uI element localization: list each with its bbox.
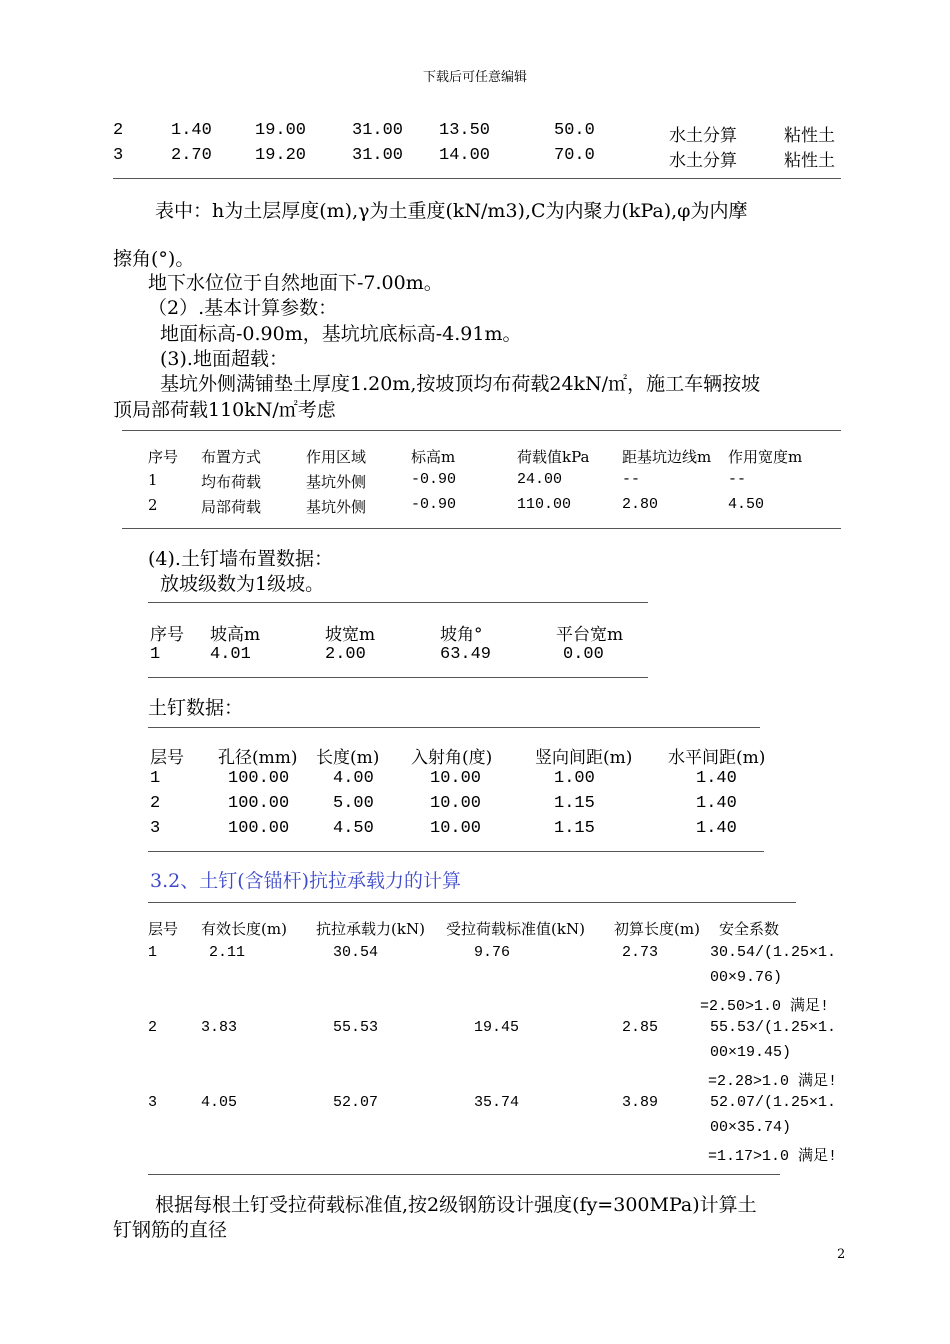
safety-factor: =2.28>1.0 满足! xyxy=(708,1073,838,1090)
safety-factor: 55.53/(1.25×1. xyxy=(710,1019,837,1036)
divider xyxy=(122,528,841,529)
column-header: 布置方式 xyxy=(201,448,262,466)
table-cell: 3.89 xyxy=(622,1094,659,1111)
table-cell: 19.45 xyxy=(474,1019,520,1036)
divider xyxy=(148,677,648,678)
table-cell: 35.74 xyxy=(474,1094,520,1111)
table-cell: 1.15 xyxy=(554,794,595,813)
table-cell: 局部荷载 xyxy=(201,498,262,516)
table-cell: 2.11 xyxy=(209,944,246,961)
table-cell: 0.00 xyxy=(563,645,604,664)
table-cell: -- xyxy=(728,471,747,488)
surcharge-text: 基坑外侧满铺垫土厚度1.20m,按坡顶均布荷载24kN/㎡，施工车辆按坡 xyxy=(160,373,761,395)
table-cell: 2.80 xyxy=(622,496,659,513)
column-header: 初算长度(m) xyxy=(614,920,700,938)
table-cell: 31.00 xyxy=(352,146,404,165)
column-header: 距基坑边线m xyxy=(622,448,712,466)
table-cell: 4.50 xyxy=(728,496,765,513)
safety-factor: =1.17>1.0 满足! xyxy=(708,1148,838,1165)
column-header: 序号 xyxy=(150,625,184,645)
table-cell: 4.05 xyxy=(201,1094,238,1111)
table-cell: 13.50 xyxy=(439,121,491,140)
page-header: 下载后可任意编辑 xyxy=(422,70,527,85)
table-cell: 24.00 xyxy=(517,471,563,488)
table-cell: 3 xyxy=(150,819,161,838)
table-cell: -- xyxy=(622,471,641,488)
table-cell: 1.40 xyxy=(171,121,212,140)
safety-factor: 00×35.74) xyxy=(710,1119,792,1136)
table-cell: 10.00 xyxy=(430,769,482,788)
table-cell: 2 xyxy=(148,496,158,514)
table-cell: 10.00 xyxy=(430,794,482,813)
table-cell: 30.54 xyxy=(333,944,379,961)
column-header: 层号 xyxy=(150,748,184,768)
column-header: 竖向间距(m) xyxy=(535,748,633,768)
section-title: （2）.基本计算参数： xyxy=(148,297,338,319)
table-cell: 1.15 xyxy=(554,819,595,838)
divider xyxy=(148,902,796,903)
groundwater-text: 地下水位位于自然地面下-7.00m。 xyxy=(148,272,443,294)
table-cell: 63.49 xyxy=(440,645,492,664)
section-title: (3).地面超载： xyxy=(160,348,288,370)
safety-factor: 00×19.45) xyxy=(710,1044,792,1061)
table-cell: 1.40 xyxy=(696,794,737,813)
section-title: (4).土钉墙布置数据： xyxy=(148,548,333,570)
table-cell: -0.90 xyxy=(411,471,457,488)
table-cell: 50.0 xyxy=(554,121,595,140)
table-cell: 3.83 xyxy=(201,1019,238,1036)
column-header: 层号 xyxy=(148,920,179,938)
table-cell: 2.70 xyxy=(171,146,212,165)
table-cell: 1.40 xyxy=(696,769,737,788)
table-cell: 19.20 xyxy=(255,146,307,165)
table-cell: 5.00 xyxy=(333,794,374,813)
column-header: 受拉荷载标准值(kN) xyxy=(446,920,585,938)
section-heading: 3.2、土钉(含锚杆)抗拉承载力的计算 xyxy=(150,870,462,892)
slope-levels-text: 放坡级数为1级坡。 xyxy=(160,573,325,595)
closing-text-cont: 钉钢筋的直径 xyxy=(113,1219,228,1241)
table-cell: 1 xyxy=(150,769,161,788)
table-cell: -0.90 xyxy=(411,496,457,513)
table-cell: 4.50 xyxy=(333,819,374,838)
elevation-text: 地面标高-0.90m，基坑坑底标高-4.91m。 xyxy=(160,323,522,345)
table-cell: 2.00 xyxy=(325,645,366,664)
table-cell: 水土分算 xyxy=(669,126,737,146)
table-cell: 粘性土 xyxy=(784,126,835,146)
table-note: 表中：h为土层厚度(m),γ为土重度(kN/m3),C为内聚力(kPa),φ为内摩 xyxy=(155,200,748,222)
column-header: 抗拉承载力(kN) xyxy=(316,920,425,938)
table-cell: 2 xyxy=(113,121,124,140)
table-cell: 基坑外侧 xyxy=(306,473,367,491)
table-cell: 100.00 xyxy=(228,819,290,838)
table-note-cont: 擦角(°)。 xyxy=(113,248,195,270)
table-cell: 2 xyxy=(148,1019,158,1036)
table-cell: 10.00 xyxy=(430,819,482,838)
closing-text: 根据每根土钉受拉荷载标准值,按2级钢筋设计强度(fy=300MPa)计算土 xyxy=(155,1194,757,1216)
divider xyxy=(113,178,841,179)
table-cell: 1 xyxy=(148,471,158,489)
table-cell: 1.40 xyxy=(696,819,737,838)
column-header: 坡角° xyxy=(440,625,483,645)
safety-factor: =2.50>1.0 满足! xyxy=(700,998,830,1015)
column-header: 有效长度(m) xyxy=(201,920,287,938)
column-header: 安全系数 xyxy=(719,920,780,938)
table-cell: 19.00 xyxy=(255,121,307,140)
table-cell: 水土分算 xyxy=(669,151,737,171)
divider xyxy=(148,851,764,852)
table-cell: 31.00 xyxy=(352,121,404,140)
table-cell: 100.00 xyxy=(228,794,290,813)
table-cell: 55.53 xyxy=(333,1019,379,1036)
table-cell: 4.01 xyxy=(210,645,251,664)
table-cell: 2.73 xyxy=(622,944,659,961)
table-cell: 基坑外侧 xyxy=(306,498,367,516)
column-header: 坡宽m xyxy=(325,625,376,645)
column-header: 序号 xyxy=(148,448,179,466)
divider xyxy=(122,430,841,431)
column-header: 坡高m xyxy=(210,625,261,645)
column-header: 标高m xyxy=(411,448,456,466)
table-cell: 2 xyxy=(150,794,161,813)
table-cell: 均布荷载 xyxy=(201,473,262,491)
table-cell: 100.00 xyxy=(228,769,290,788)
table-cell: 2.85 xyxy=(622,1019,659,1036)
divider xyxy=(148,602,648,603)
table-cell: 粘性土 xyxy=(784,151,835,171)
table-cell: 1 xyxy=(150,645,161,664)
page-number: 2 xyxy=(837,1247,846,1262)
column-header: 荷载值kPa xyxy=(517,448,590,466)
column-header: 长度(m) xyxy=(316,748,380,768)
divider xyxy=(148,727,760,728)
table-cell: 1 xyxy=(148,944,158,961)
table-cell: 1.00 xyxy=(554,769,595,788)
column-header: 水平间距(m) xyxy=(668,748,766,768)
safety-factor: 30.54/(1.25×1. xyxy=(710,944,837,961)
table-cell: 110.00 xyxy=(517,496,572,513)
table-cell: 14.00 xyxy=(439,146,491,165)
table-cell: 52.07 xyxy=(333,1094,379,1111)
column-header: 入射角(度) xyxy=(411,748,493,768)
table-cell: 3 xyxy=(113,146,124,165)
column-header: 平台宽m xyxy=(556,625,624,645)
section-title: 土钉数据： xyxy=(148,697,244,719)
surcharge-text-cont: 顶局部荷载110kN/㎡考虑 xyxy=(113,399,336,421)
column-header: 作用宽度m xyxy=(728,448,803,466)
table-cell: 3 xyxy=(148,1094,158,1111)
table-cell: 70.0 xyxy=(554,146,595,165)
safety-factor: 00×9.76) xyxy=(710,969,783,986)
divider xyxy=(148,1174,780,1175)
column-header: 孔径(mm) xyxy=(218,748,298,768)
table-cell: 4.00 xyxy=(333,769,374,788)
table-cell: 9.76 xyxy=(474,944,511,961)
column-header: 作用区域 xyxy=(306,448,367,466)
safety-factor: 52.07/(1.25×1. xyxy=(710,1094,837,1111)
